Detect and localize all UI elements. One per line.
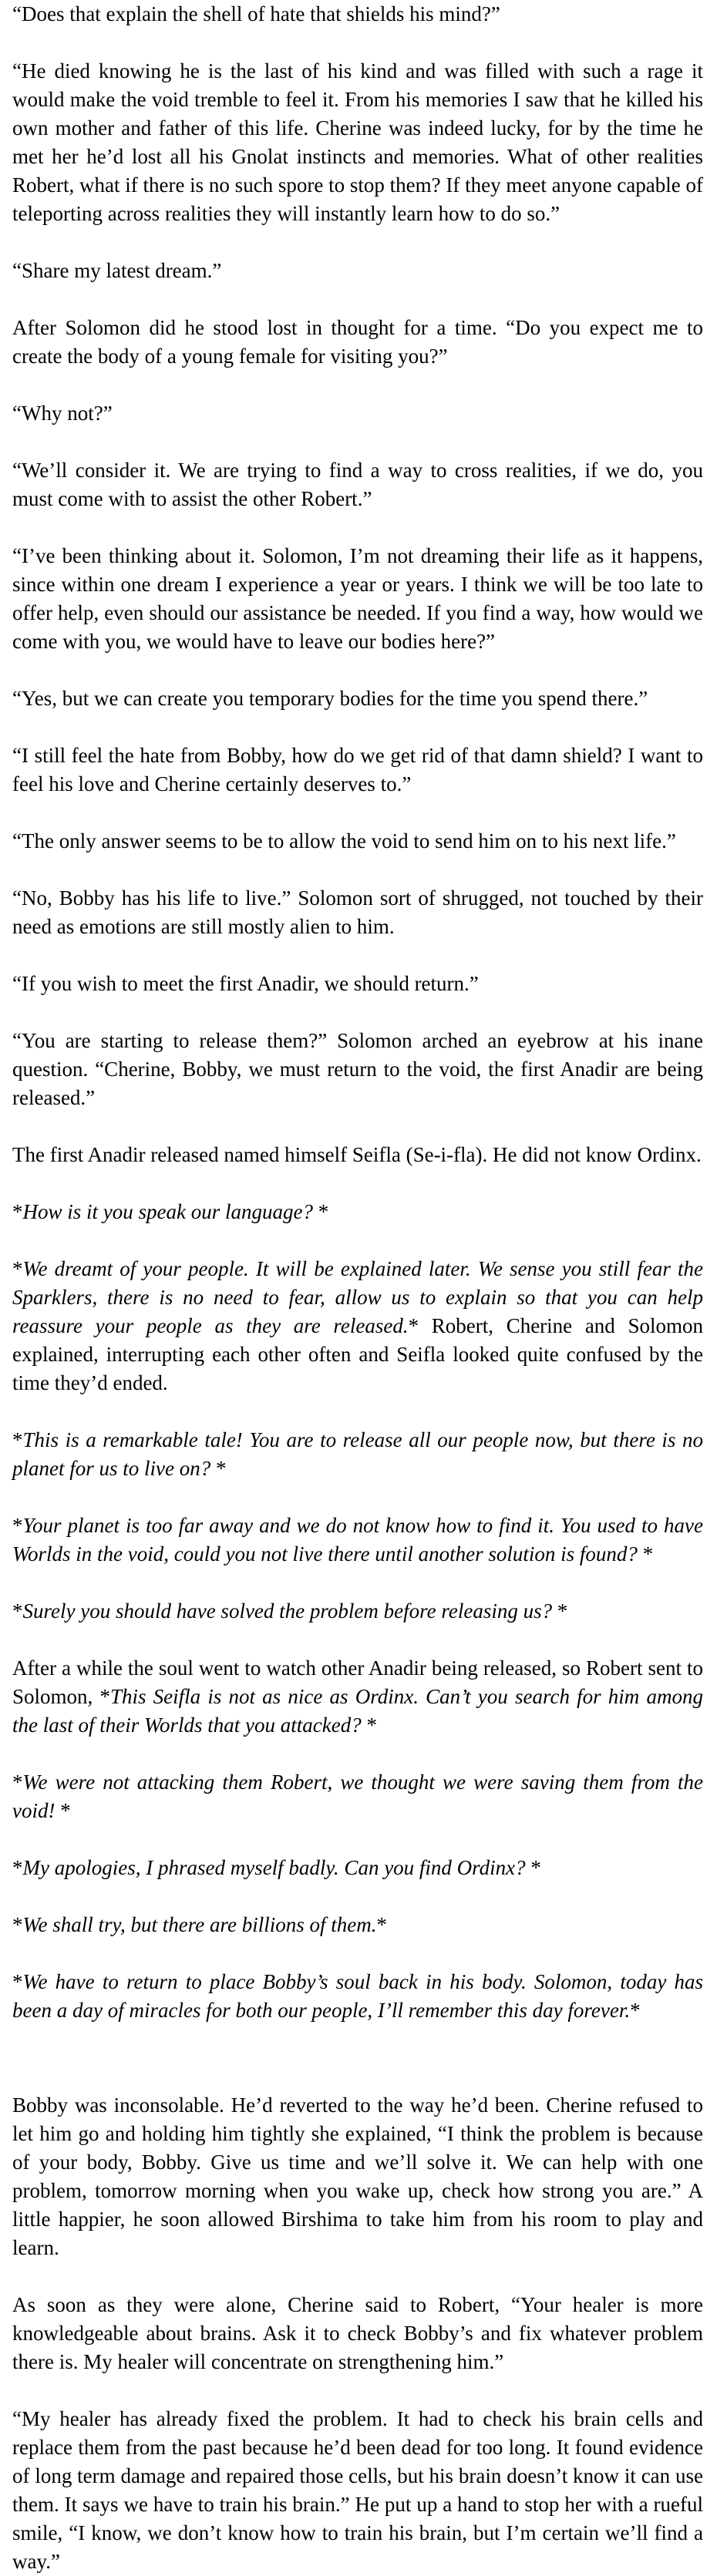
italic-text: My apologies, I phrased myself badly. Can you find Ordinx? bbox=[22, 1856, 531, 1879]
paragraph bbox=[12, 827, 703, 856]
paragraph bbox=[12, 1854, 703, 1882]
body-text: “You are starting to release them?” Solomon arched an eyebrow at his inane question. “Cherine, Bobby, we must return to the void, the first Anadir are being released.” bbox=[12, 1029, 703, 1109]
paragraph bbox=[12, 1512, 703, 1569]
body-text: * bbox=[12, 1970, 23, 1993]
body-text: As soon as they were alone, Cherine said to Robert, “Your healer is more knowledgeable about brains. Ask it to check Bobby’s and fix whatever problem there is. My healer will concentrate on strengthening him.” bbox=[12, 2293, 703, 2373]
italic-text: Your planet is too far away and we do not know how to find it. You used to have Worlds in the void, could you not live there until another solution is found? bbox=[12, 1514, 703, 1565]
paragraph bbox=[12, 2291, 703, 2376]
paragraph bbox=[12, 314, 703, 371]
body-text: * bbox=[215, 1457, 227, 1480]
italic-text: This is a remarkable tale! You are to release all our people now, but there is no planet for us to live on? bbox=[12, 1428, 703, 1480]
body-text: * bbox=[12, 1514, 23, 1537]
paragraph bbox=[12, 1426, 703, 1483]
body-text: “He died knowing he is the last of his kind and was filled with such a rage it would make the void tremble to feel it. From his memories I saw that he killed his own mother and father of this life. Cherine was indeed lucky, for by the time he met her he’d lost all his Gnolat instincts and memories. What of other realities Robert, what if there is no such spore to stop them? If they meet anyone capable of teleporting across realities they will instantly learn how to do so.” bbox=[12, 59, 703, 225]
body-text: After a while the soul went to watch other Anadir being released, so Robert sent to Solomon, * bbox=[12, 1656, 703, 1708]
paragraph bbox=[12, 1141, 703, 1169]
paragraph bbox=[12, 742, 703, 799]
paragraph bbox=[12, 1255, 703, 1397]
body-text: * bbox=[12, 1856, 23, 1879]
paragraph bbox=[12, 257, 703, 285]
paragraph bbox=[12, 1768, 703, 1825]
body-text: * bbox=[12, 1428, 23, 1451]
italic-text: Surely you should have solved the problem before releasing us? bbox=[22, 1599, 557, 1623]
paragraph bbox=[12, 1968, 703, 2025]
paragraph bbox=[12, 57, 703, 228]
body-text: * bbox=[318, 1200, 329, 1223]
body-text: After Solomon did he stood lost in thought for a time. “Do you expect me to create the body of a young female for visiting you?” bbox=[12, 316, 703, 368]
body-text: “Why not?” bbox=[12, 402, 113, 425]
body-text: “If you wish to meet the first Anadir, we should return.” bbox=[12, 972, 479, 995]
paragraph bbox=[12, 970, 703, 998]
paragraph bbox=[12, 2405, 703, 2576]
paragraph bbox=[12, 542, 703, 656]
body-text: “Yes, but we can create you temporary bodies for the time you spend there.” bbox=[12, 687, 648, 710]
paragraph bbox=[12, 684, 703, 713]
paragraph bbox=[12, 2091, 703, 2262]
paragraph bbox=[12, 399, 703, 428]
paragraph bbox=[12, 1597, 703, 1626]
body-text: Bobby was inconsolable. He’d reverted to the way he’d been. Cherine refused to let him go and holding him tightly she explained, “I think the problem is because of your body, Bobby. Give us time and we’ll solve it. We can help with one problem, tomorrow morning when you wake up, check how strong you are.” A little happier, he soon allowed Birshima to take him from his room to play and learn. bbox=[12, 2093, 703, 2259]
paragraph bbox=[12, 1027, 703, 1112]
paragraph bbox=[12, 1911, 703, 1939]
body-text: “We’ll consider it. We are trying to find a way to cross realities, if we do, you must come with to assist the other Robert.” bbox=[12, 459, 703, 510]
body-text: * Robert, Cherine and Solomon explained, interrupting each other often and Seifla looked quite confused by the time they’d ended. bbox=[12, 1314, 703, 1394]
body-text: * bbox=[366, 1713, 377, 1737]
body-text: The first Anadir released named himself Seifla (Se-i-fla). He did not know Ordinx. bbox=[12, 1143, 702, 1166]
paragraph bbox=[12, 0, 703, 29]
body-text: * bbox=[12, 1200, 23, 1223]
body-text: * bbox=[12, 1913, 23, 1936]
body-text: “My healer has already fixed the problem. It had to check his brain cells and replace them from the past because he’d been dead for too long. It found evidence of long term damage and repaired those cells, but his brain doesn’t know it can use them. It says we have to train his brain.” He put up a hand to stop her with a rueful smile, “I know, we don’t know how to train his brain, but I’m certain we’ll find a way.” bbox=[12, 2407, 703, 2573]
body-text: “I’ve been thinking about it. Solomon, I’m not dreaming their life as it happens, since within one dream I experience a year or years. I think we will be too late to offer help, even should our assistance be needed. If you find a way, how would we come with you, we would have to leave our bodies here?” bbox=[12, 544, 703, 653]
italic-text: We were not attacking them Robert, we thought we were saving them from the void! bbox=[12, 1771, 703, 1822]
paragraph bbox=[12, 884, 703, 941]
paragraph bbox=[12, 456, 703, 513]
body-text: * bbox=[12, 1257, 23, 1280]
body-text: * bbox=[12, 1771, 23, 1794]
paragraph bbox=[12, 1654, 703, 1740]
body-text: “Share my latest dream.” bbox=[12, 259, 222, 282]
body-text: * bbox=[12, 1599, 23, 1623]
italic-text: This Seifla is not as nice as Ordinx. Can’t you search for him among the last of their Worlds that you attacked? bbox=[12, 1685, 703, 1737]
paragraph bbox=[12, 1198, 703, 1226]
body-text: * bbox=[630, 1999, 641, 2022]
body-text: “I still feel the hate from Bobby, how do we get rid of that damn shield? I want to feel his love and Cherine certainly deserves to.” bbox=[12, 744, 703, 795]
body-text: * bbox=[60, 1799, 71, 1822]
body-text: “Does that explain the shell of hate that shields his mind?” bbox=[12, 2, 500, 25]
italic-text: We have to return to place Bobby’s soul back in his body. Solomon, today has been a day of miracles for both our people, I’ll remember this day forever. bbox=[12, 1970, 703, 2022]
italic-text: We dreamt of your people. It will be explained later. We sense you still fear the Sparklers, there is no need to fear, allow us to explain so that you can help reassure your people as they are released. bbox=[12, 1257, 703, 1337]
body-text: * bbox=[557, 1599, 568, 1623]
body-text: * bbox=[530, 1856, 541, 1879]
body-text: * bbox=[642, 1542, 654, 1565]
body-text: * bbox=[376, 1913, 387, 1936]
italic-text: We shall try, but there are billions of them. bbox=[22, 1913, 377, 1936]
body-text: “The only answer seems to be to allow the void to send him on to his next life.” bbox=[12, 829, 676, 853]
italic-text: How is it you speak our language? bbox=[22, 1200, 318, 1223]
body-text: “No, Bobby has his life to live.” Solomon sort of shrugged, not touched by their need as emotions are still mostly alien to him. bbox=[12, 886, 703, 938]
